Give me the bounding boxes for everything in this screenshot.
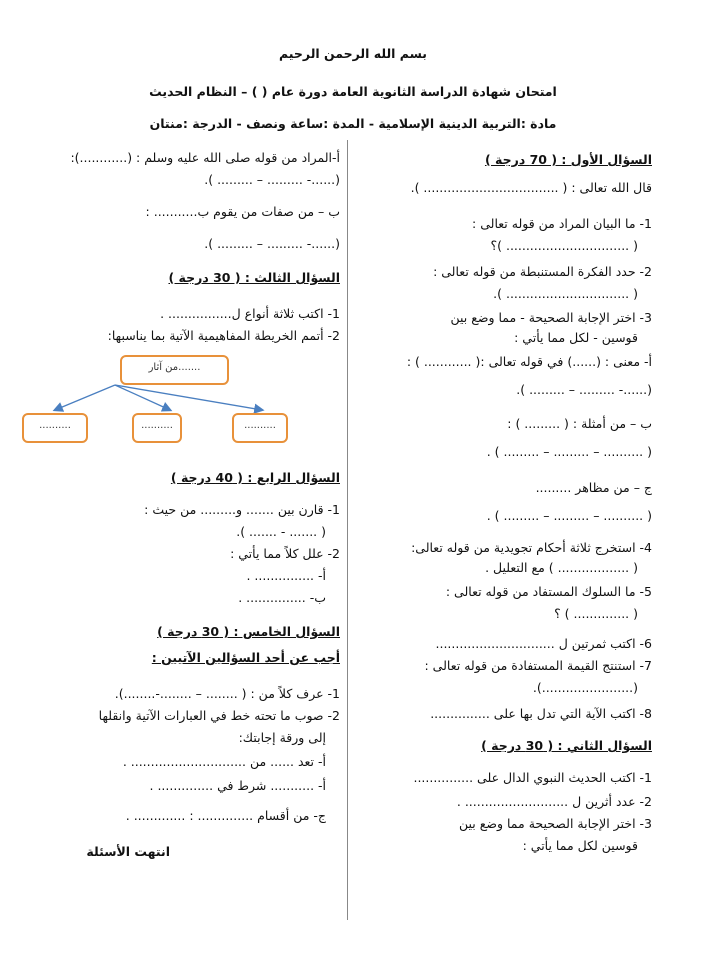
question-line: قوسين لكل مما يأتي :: [522, 838, 638, 853]
question-line: أ- ............... .: [246, 568, 326, 583]
question-line: ( .................. ) مع التعليل .: [485, 560, 638, 575]
question-line: ( ....... - ....... ).: [236, 524, 326, 539]
question-line: ( .......... – ......... – ......... ) .: [486, 444, 652, 459]
question-line: 4- استخرج ثلاثة أحكام تجويدية من قوله تعالى:: [411, 540, 652, 555]
question-title: السؤال الأول : ( 70 درجة ): [484, 152, 652, 167]
question-line: ( ............................... )؟: [490, 238, 638, 253]
subject-line: مادة :التربية الدينية الإسلامية - المدة :ساعة ونصف - الدرجة :منتان: [149, 116, 557, 131]
basmala: بسم الله الرحمن الرحيم: [279, 46, 427, 61]
question-line: 3- اختر الإجابة الصحيحة - مما وضع بين: [450, 310, 652, 325]
question-line: 7- استنتج القيمة المستفادة من قوله تعالى :: [424, 658, 652, 673]
question-line: 3- اختر الإجابة الصحيحة مما وضع بين: [458, 816, 652, 831]
question-line: (......- ......... – ......... ).: [516, 382, 652, 397]
question-title: السؤال الثاني : ( 30 درجة ): [481, 738, 652, 753]
question-title: السؤال الخامس : ( 30 درجة ): [157, 624, 340, 639]
question-title: السؤال الرابع : ( 40 درجة ): [170, 470, 340, 485]
concept-map-box-2: ..........: [132, 413, 182, 443]
question-line: (......- ......... – ......... ).: [204, 236, 340, 251]
question-title: أجب عن أحد السؤالين الآتيين :: [151, 650, 340, 665]
question-line: (.......................).: [532, 680, 638, 695]
question-line: قوسين - لكل مما يأتي :: [514, 330, 638, 345]
question-line: 5- ما السلوك المستفاد من قوله تعالى :: [445, 584, 652, 599]
question-line: ج- من أقسام .............. : ............. .: [125, 808, 326, 823]
question-line: ( ............................... ).: [493, 286, 638, 301]
question-line: أ- معنى : (......) في قوله تعالى :( ............ ) :: [406, 354, 652, 369]
question-line: أ-المراد من قوله صلى الله عليه وسلم : (............):: [70, 150, 340, 165]
exam-title: امتحان شهادة الدراسة الثانوية العامة دورة عام ( ) – النظام الحديث: [149, 84, 557, 99]
question-line: 6- اكتب ثمرتين ل ..............................: [435, 636, 652, 651]
question-line: 1- ما البيان المراد من قوله تعالى :: [472, 216, 652, 231]
question-line: 1- عرف كلاً من : ( ........ – ........-........).: [114, 686, 340, 701]
question-title: السؤال الثالث : ( 30 درجة ): [168, 270, 340, 285]
question-line: 2- أتمم الخريطة المفاهيمية الآتية بما يناسبها:: [107, 328, 340, 343]
question-line: 1- اكتب الحديث النبوي الدال على ...............: [413, 770, 652, 785]
question-line: ب- ............... .: [238, 590, 326, 605]
end-note: انتهت الأسئلة: [86, 844, 170, 859]
question-line: ب – من صفات من يقوم ب........... :: [145, 204, 340, 219]
question-line: إلى ورقة إجابتك:: [238, 730, 326, 745]
question-line: 1- اكتب ثلاثة أنواع ل................ .: [160, 306, 340, 321]
concept-map-top-box: من آثار.......: [120, 355, 229, 385]
question-line: أ- ........... شرط في .............. .: [149, 778, 326, 793]
question-line: ج – من مظاهر .........: [535, 480, 652, 495]
question-line: 2- عدد أثرين ل .......................... .: [456, 794, 652, 809]
question-line: قال الله تعالى : ( .................................. ).: [410, 180, 652, 195]
question-line: ( .............. ) ؟: [554, 606, 638, 621]
question-line: ( .......... – ......... – ......... ) .: [486, 508, 652, 523]
question-line: 2- علل كلاً مما يأتي :: [230, 546, 340, 561]
question-line: (......- ......... – ......... ).: [204, 172, 340, 187]
question-line: أ- تعد ...... من ............................. .: [122, 754, 326, 769]
question-line: 1- قارن بين ....... و......... من حيث :: [144, 502, 340, 517]
concept-map-box-3: ..........: [232, 413, 288, 443]
question-line: 8- اكتب الآية التي تدل بها على ...............: [430, 706, 652, 721]
question-line: 2- صوب ما تحته خط في العبارات الآتية وانقلها: [98, 708, 340, 723]
question-line: 2- حدد الفكرة المستنبطة من قوله تعالى :: [433, 264, 652, 279]
concept-map-box-1: ..........: [22, 413, 88, 443]
question-line: ب – من أمثلة : ( ......... ) :: [507, 416, 652, 431]
